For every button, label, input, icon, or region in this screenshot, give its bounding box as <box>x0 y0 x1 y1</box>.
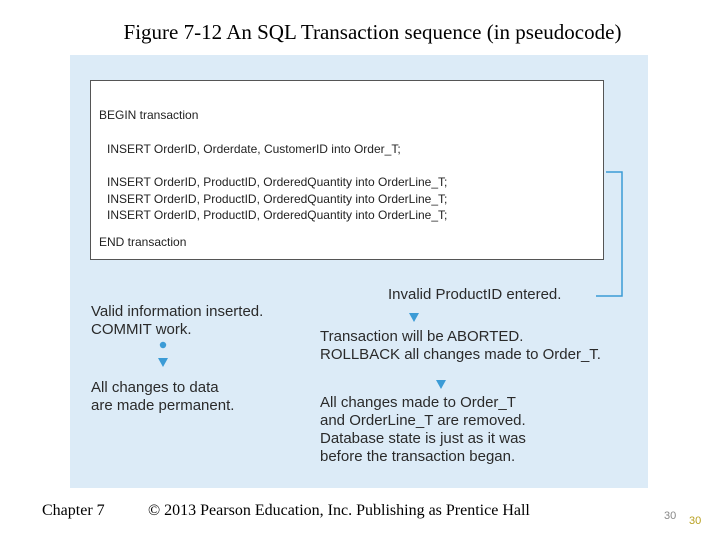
rollback-label: ROLLBACK all changes made to Order_T. <box>320 346 601 363</box>
page-number: 30 <box>664 510 677 522</box>
aborted-label: Transaction will be ABORTED. <box>320 328 524 345</box>
invalid-productid-label: Invalid ProductID entered. <box>388 286 562 303</box>
changes-permanent-label-1: All changes to data <box>91 379 219 396</box>
code-line-insert-orderline-1: INSERT OrderID, ProductID, OrderedQuantity into OrderLine_T; <box>107 175 448 189</box>
code-line-end: END transaction <box>99 235 187 249</box>
valid-info-label: Valid information inserted. <box>91 303 264 320</box>
changes-permanent-label-2: are made permanent. <box>91 397 235 414</box>
copyright-label: © 2013 Pearson Education, Inc. Publishing as Prentice Hall <box>148 502 530 519</box>
code-line-begin: BEGIN transaction <box>99 108 199 122</box>
removed-label-2: and OrderLine_T are removed. <box>320 412 526 429</box>
pseudocode-box <box>90 80 604 260</box>
removed-label-1: All changes made to Order_T <box>320 394 516 411</box>
commit-label: COMMIT work. <box>91 321 192 338</box>
chapter-label: Chapter 7 <box>42 502 105 519</box>
figure-title: Figure 7-12 An SQL Transaction sequence (in pseudocode) <box>123 20 622 44</box>
page-number-accent: 30 <box>689 515 702 527</box>
code-line-insert-orderline-2: INSERT OrderID, ProductID, OrderedQuantity into OrderLine_T; <box>107 192 448 206</box>
code-line-insert-order: INSERT OrderID, Orderdate, CustomerID into Order_T; <box>107 142 401 156</box>
removed-label-4: before the transaction began. <box>320 448 516 465</box>
code-line-insert-orderline-3: INSERT OrderID, ProductID, OrderedQuantity into OrderLine_T; <box>107 208 448 222</box>
removed-label-3: Database state is just as it was <box>320 430 526 447</box>
